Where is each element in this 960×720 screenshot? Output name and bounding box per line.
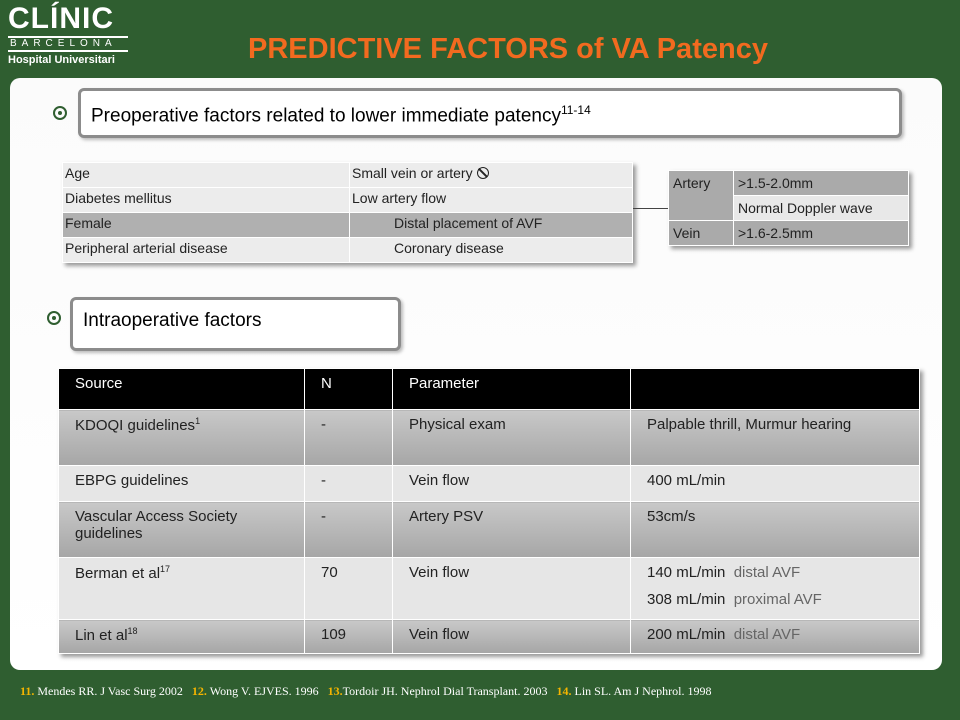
table-cell: EBPG guidelines bbox=[59, 466, 305, 502]
prohibition-icon bbox=[477, 167, 489, 179]
table-cell: Low artery flow bbox=[350, 188, 633, 213]
source-text: Lin et al bbox=[75, 627, 128, 644]
table-cell: Vein flow bbox=[393, 620, 631, 654]
section-preoperative-sup: 11-14 bbox=[560, 103, 591, 117]
table-cell bbox=[59, 620, 305, 654]
table-cell: Female bbox=[63, 213, 350, 238]
table-row bbox=[669, 221, 909, 246]
section-intraoperative-text: Intraoperative factors bbox=[83, 310, 262, 331]
table-cell bbox=[350, 163, 633, 188]
source-sup: 17 bbox=[160, 564, 171, 574]
table-row bbox=[63, 238, 633, 263]
table-row bbox=[59, 410, 920, 466]
table-cell: >1.6-2.5mm bbox=[734, 221, 909, 246]
header-parameter: Parameter bbox=[393, 369, 631, 410]
table-cell: Distal placement of AVF bbox=[350, 213, 633, 238]
table-cell bbox=[59, 410, 305, 466]
section-preoperative-box bbox=[78, 88, 902, 138]
bullet-icon bbox=[53, 106, 67, 120]
value-text: 308 mL/min bbox=[647, 591, 726, 608]
table-cell: Vein bbox=[669, 221, 734, 246]
table-cell bbox=[59, 558, 305, 620]
table-cell: 109 bbox=[305, 620, 393, 654]
section-intraoperative-box bbox=[70, 297, 401, 351]
references-footer bbox=[20, 684, 711, 699]
value-text: 200 mL/min bbox=[647, 626, 726, 643]
table-row bbox=[59, 558, 920, 620]
table-row bbox=[669, 171, 909, 196]
table-cell: Peripheral arterial disease bbox=[63, 238, 350, 263]
value-text: 140 mL/min bbox=[647, 564, 726, 581]
table-cell: 53cm/s bbox=[631, 502, 920, 558]
ref-number: 13. bbox=[327, 684, 343, 698]
table-cell bbox=[631, 558, 920, 620]
bullet-icon bbox=[47, 311, 61, 325]
ref-text: Mendes RR. J Vasc Surg 2002 bbox=[37, 684, 183, 698]
ref-number: 11. bbox=[20, 684, 35, 698]
source-text: Berman et al bbox=[75, 565, 161, 582]
table-row bbox=[63, 188, 633, 213]
table-cell: Age bbox=[63, 163, 350, 188]
table-cell: Coronary disease bbox=[350, 238, 633, 263]
source-text: KDOQI guidelines bbox=[75, 417, 196, 434]
table-cell: Vein flow bbox=[393, 466, 631, 502]
source-sup: 18 bbox=[127, 626, 138, 636]
value-note: distal AVF bbox=[733, 564, 801, 581]
table-row bbox=[59, 620, 920, 654]
table-cell: Artery PSV bbox=[393, 502, 631, 558]
section-preoperative-text: Preoperative factors related to lower immediate patency bbox=[91, 105, 561, 127]
value-note: distal AVF bbox=[733, 626, 801, 643]
table-cell: 400 mL/min bbox=[631, 466, 920, 502]
ref-text: Lin SL. Am J Nephrol. 1998 bbox=[574, 684, 712, 698]
source-sup: 1 bbox=[195, 416, 201, 426]
table-cell: - bbox=[305, 502, 393, 558]
logo-brand: CLÍNIC bbox=[8, 2, 114, 35]
logo-city: BARCELONA bbox=[8, 36, 128, 52]
table-cell: Physical exam bbox=[393, 410, 631, 466]
preoperative-table bbox=[62, 162, 633, 263]
hospital-logo bbox=[8, 4, 128, 66]
table-row bbox=[59, 502, 920, 558]
table-cell: Artery bbox=[669, 171, 734, 221]
ref-number: 12. bbox=[191, 684, 207, 698]
table-cell bbox=[631, 620, 920, 654]
slide-title: PREDICTIVE FACTORS of VA Patency bbox=[248, 33, 768, 65]
ref-number: 14. bbox=[556, 684, 572, 698]
connector-line bbox=[633, 208, 669, 209]
table-cell: >1.5-2.0mm bbox=[734, 171, 909, 196]
header-n: N bbox=[305, 369, 393, 410]
table-cell: 70 bbox=[305, 558, 393, 620]
intraoperative-table bbox=[58, 368, 920, 654]
table-row bbox=[63, 163, 633, 188]
table-cell: - bbox=[305, 466, 393, 502]
table-cell: Palpable thrill, Murmur hearing bbox=[631, 410, 920, 466]
table-row bbox=[63, 213, 633, 238]
header-source: Source bbox=[59, 369, 305, 410]
table-row bbox=[59, 466, 920, 502]
ref-text: Tordoir JH. Nephrol Dial Transplant. 2003 bbox=[342, 684, 548, 698]
table-cell: Normal Doppler wave bbox=[734, 196, 909, 221]
value-note: proximal AVF bbox=[733, 591, 822, 608]
table-cell: Diabetes mellitus bbox=[63, 188, 350, 213]
table-header-row bbox=[59, 369, 920, 410]
logo-hospital: Hospital Universitari bbox=[8, 54, 115, 66]
vessel-size-table bbox=[668, 170, 909, 246]
ref-text: Wong V. EJVES. 1996 bbox=[209, 684, 319, 698]
table-cell-text: Small vein or artery bbox=[352, 165, 473, 181]
table-cell: - bbox=[305, 410, 393, 466]
table-cell: Vein flow bbox=[393, 558, 631, 620]
table-cell: Vascular Access Society guidelines bbox=[59, 502, 305, 558]
header-value bbox=[631, 369, 920, 410]
